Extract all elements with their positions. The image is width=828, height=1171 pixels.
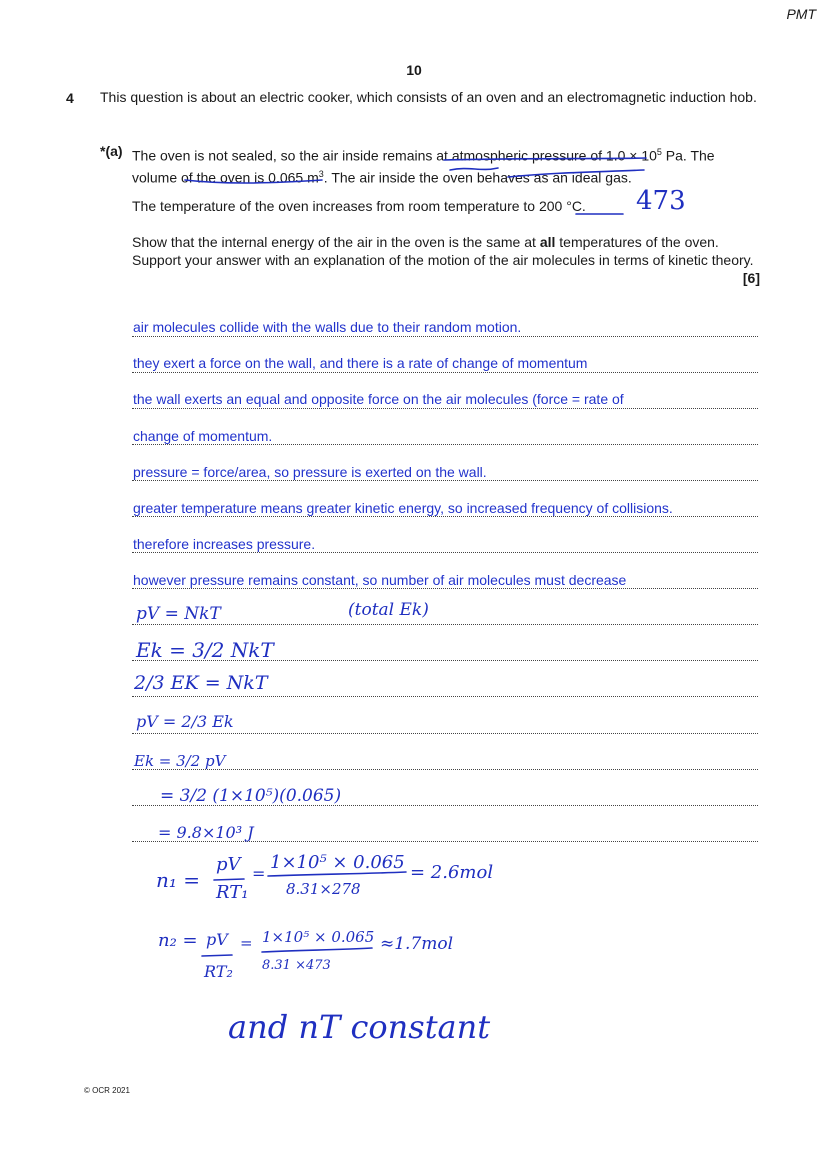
hw-n2-lhs: n₂ =	[158, 930, 198, 951]
hw-n1-den: 8.31×278	[286, 880, 361, 898]
fraction-bar-n1-rhs	[268, 872, 406, 876]
typed-answer-line: air molecules collide with the walls due to their random motion.	[133, 319, 522, 335]
typed-answer-line: they exert a force on the wall, and there is a rate of change of momentum	[133, 355, 588, 371]
hw-conclusion: and nT constant	[228, 1008, 491, 1046]
question-intro: This question is about an electric cooker, which consists of an oven and an electromagnetic induction hob.	[100, 89, 757, 105]
hw-n2-frac-den: RT₂	[204, 962, 233, 981]
copyright-footer: © OCR 2021	[84, 1086, 130, 1095]
hw-total-ek-note: (total Ek)	[348, 600, 429, 620]
hw-line-pv-2-3ek: pV = 2/3 Ek	[136, 712, 234, 731]
hw-n2-result: ≈1.7mol	[380, 934, 454, 954]
typed-answer-line: therefore increases pressure.	[133, 536, 316, 552]
hw-line-2-3ek: 2/3 EK = NkT	[134, 672, 268, 694]
typed-answer-line: change of momentum.	[133, 428, 273, 444]
handwritten-kelvin: 473	[636, 186, 686, 216]
part-a-paragraph-2: The temperature of the oven increases from room temperature to 200 °C.	[132, 198, 586, 214]
fraction-bar-n2-rhs	[262, 948, 372, 952]
para1-text-c: Pa. The volume of the oven is 0.065 m	[132, 147, 715, 186]
hw-line-ek: Ek = 3/2 NkT	[136, 638, 274, 662]
question-number: 4	[66, 90, 74, 106]
para1-text-a: The oven is not sealed, so the air inside remains at atmospheric pressure of 1.0 × 10	[132, 147, 657, 164]
strikeout-the-oven	[450, 168, 498, 170]
marks-allocation: [6]	[742, 270, 760, 286]
hw-n1-frac-den: RT₁	[216, 882, 249, 903]
underline-behaves-ideal	[508, 170, 644, 177]
para1-exp-b: 3	[318, 168, 324, 179]
typed-answer-line: the wall exerts an equal and opposite force on the air molecules (force = rate of	[133, 391, 624, 407]
para3-text-a: Show that the internal energy of the air in the oven is the same at	[132, 234, 540, 250]
hw-line-substitution: = 3/2 (1×10⁵)(0.065)	[160, 786, 342, 806]
para3-text-b: temperatures of the oven. Support your answer with an explanation of the motion of the air molecules in terms of kinetic theory.	[132, 234, 754, 268]
hw-n1-result: = 2.6mol	[410, 862, 494, 883]
hw-n2-frac-num: pV	[206, 930, 228, 949]
hw-n2-num: 1×10⁵ × 0.065	[262, 928, 375, 946]
hw-n2-eq: =	[240, 934, 253, 952]
para1-exp-a: 5	[656, 147, 662, 157]
hw-n2-den: 8.31 ×473	[262, 958, 331, 973]
hw-n1-frac-num: pV	[216, 854, 241, 875]
fraction-bar-n1	[214, 879, 244, 880]
typed-answer-line: however pressure remains constant, so number of air molecules must decrease	[133, 572, 627, 588]
hw-line-pv-nkt: pV = NkT	[136, 604, 221, 624]
para3-bold: all	[539, 234, 556, 250]
part-label: *(a)	[100, 143, 123, 159]
underline-volume-oven	[185, 180, 322, 183]
hw-line-ek-3-2pv: Ek = 3/2 pV	[134, 752, 226, 770]
hw-n1-eq: =	[252, 864, 266, 883]
page-number: 10	[406, 62, 422, 78]
fraction-bar-n2	[202, 955, 232, 956]
pmt-tag: PMT	[786, 6, 816, 22]
hw-line-result: = 9.8×10³ J	[158, 823, 254, 842]
para1-text-e: . The air inside the oven behaves as an ideal gas.	[323, 169, 632, 186]
typed-answer-line: greater temperature means greater kinetic energy, so increased frequency of collisions.	[133, 500, 673, 516]
typed-answer-line: pressure = force/area, so pressure is exerted on the wall.	[133, 464, 487, 480]
hw-n1-lhs: n₁ =	[156, 868, 201, 892]
hw-n1-num: 1×10⁵ × 0.065	[270, 852, 405, 873]
underline-remains-atmospheric	[444, 158, 646, 160]
